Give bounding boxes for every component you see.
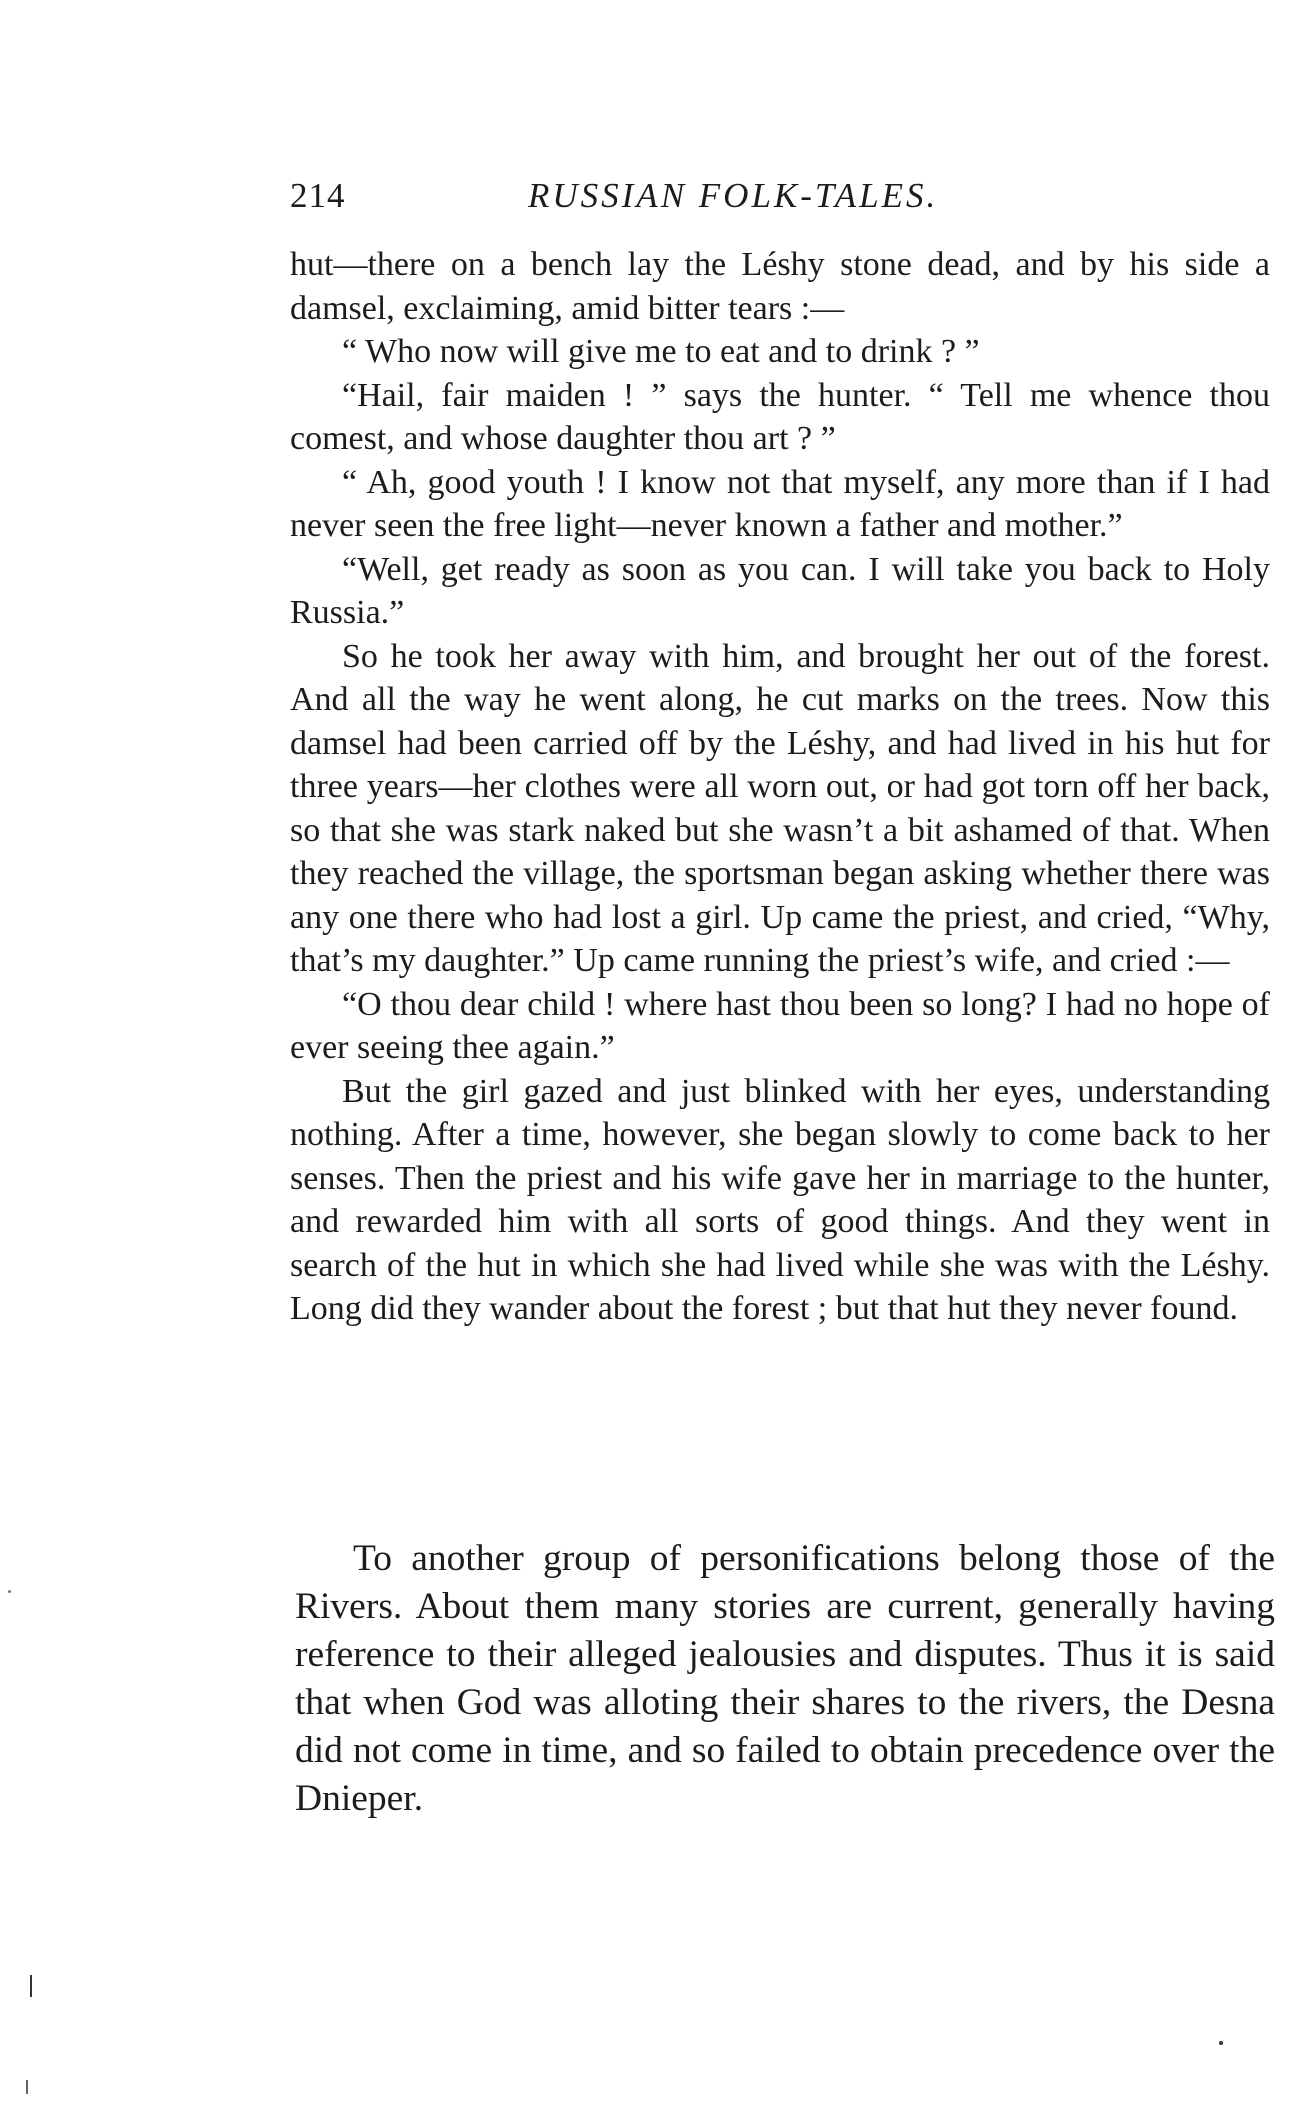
story-paragraph: “Hail, fair maiden ! ” says the hunter. “ Tell me whence thou comest, and whose daughter thou art ? ” xyxy=(290,376,1270,457)
scan-speck xyxy=(30,1975,32,1997)
scan-speck xyxy=(8,1590,11,1593)
commentary-paragraph: To another group of personifications belong those of the Rivers. About them many stories are current, generally having reference to their alleged jealousies and disputes. Thus it is said that when God was alloting their shares to the rivers, the Desna did not come in time, and so failed to obtain precedence over the Dnieper. xyxy=(295,1538,1275,1819)
page-number: 214 xyxy=(290,176,346,215)
story-paragraph: But the girl gazed and just blinked with her eyes, understanding nothing. After a time, however, she began slowly to come back to her senses. Then the priest and his wife gave her in marriage to the hunter, and rewarded him with all sorts of good things. And they went in search of the hut in which she had lived while she was with the Léshy. Long did they wander about the forest ; but that hut they never found. xyxy=(290,1072,1270,1327)
story-paragraph: “O thou dear child ! where hast thou been so long? I had no hope of ever seeing thee again.” xyxy=(290,985,1270,1066)
story-text xyxy=(290,243,1270,1331)
story-paragraph: “Well, get ready as soon as you can. I will take you back to Holy Russia.” xyxy=(290,550,1270,631)
story-paragraph: “ Ah, good youth ! I know not that myself, any more than if I had never seen the free light—never known a father and mother.” xyxy=(290,463,1270,544)
commentary-text xyxy=(295,1535,1275,1823)
story-paragraph: So he took her away with him, and brought her out of the forest. And all the way he went along, he cut marks on the trees. Now this damsel had been carried off by the Léshy, and had lived in his hut for three years—her clothes were all worn out, or had got torn off her back, so that she was stark naked but she wasn’t a bit ashamed of that. When they reached the village, the sportsman began asking whether there was any one there who had lost a girl. Up came the priest, and cried, “Why, that’s my daughter.” Up came running the priest’s wife, and cried :— xyxy=(290,637,1270,979)
scan-speck xyxy=(26,2080,28,2094)
page-header xyxy=(290,176,1270,226)
story-paragraph: hut—there on a bench lay the Léshy stone dead, and by his side a damsel, exclaiming, amid bitter tears :— xyxy=(290,246,1270,327)
scan-speck xyxy=(1219,2041,1223,2045)
story-paragraph: “ Who now will give me to eat and to drink ? ” xyxy=(342,333,980,370)
running-head: RUSSIAN FOLK-TALES. xyxy=(528,176,939,215)
